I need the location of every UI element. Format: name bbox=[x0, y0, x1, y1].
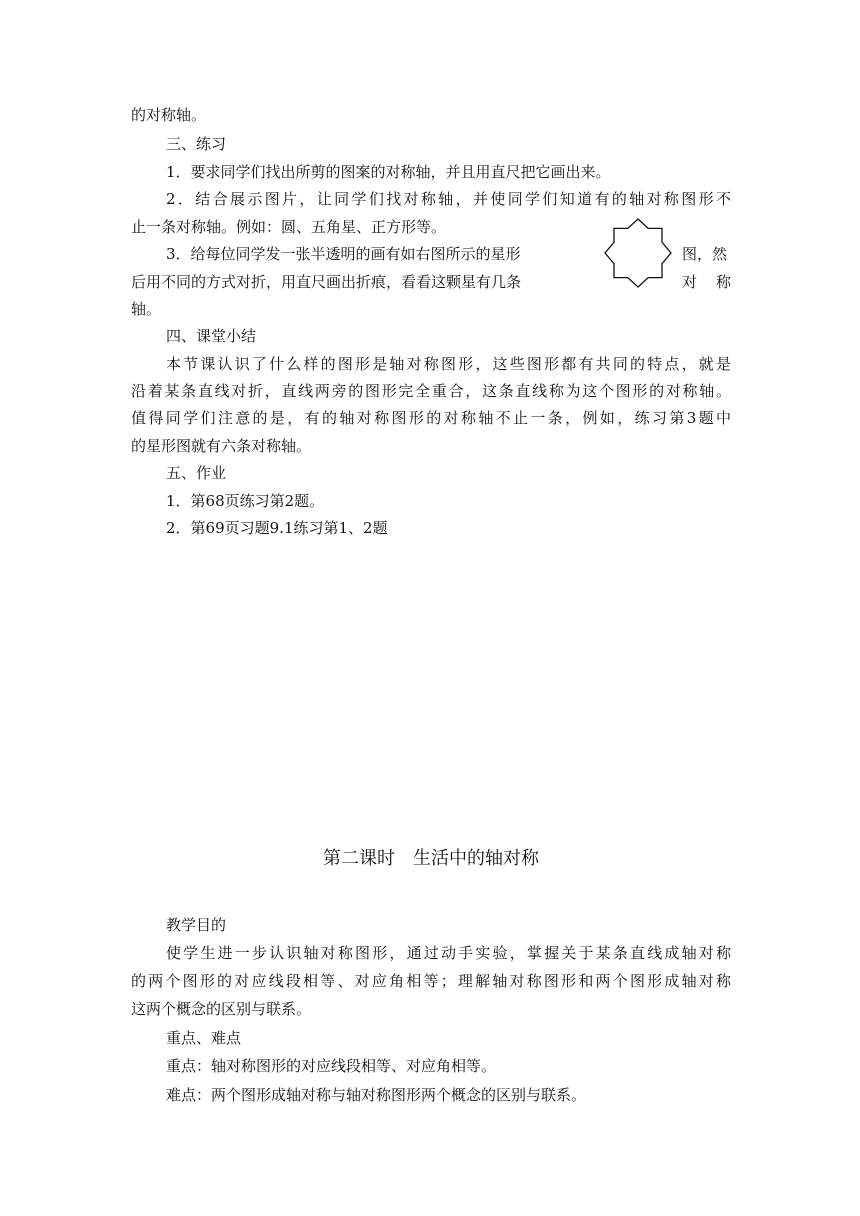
continuation-line: 的对称轴。 bbox=[131, 106, 207, 124]
summary-line-3: 值得同学们注意的是，有的轴对称图形的对称轴不止一条，例如，练习第3题中 bbox=[131, 409, 731, 427]
objective-line-3: 这两个概念的区别与联系。 bbox=[131, 1000, 312, 1018]
practice-heading: 三、练习 bbox=[166, 135, 227, 153]
key-heading: 重点、难点 bbox=[166, 1029, 242, 1047]
practice-item-3-tail: 图，然 bbox=[682, 245, 728, 263]
homework-item-2: 2．第69页习题9.1练习第1、2题 bbox=[166, 519, 388, 537]
practice-item-2: 2．结合展示图片，让同学们找对称轴，并使同学们知道有的轴对称图形不 bbox=[166, 190, 731, 208]
summary-line-2: 沿着某条直线对折，直线两旁的图形完全重合，这条直线称为这个图形的对称轴。 bbox=[131, 382, 731, 400]
summary-line-1: 本节课认识了什么样的图形是轴对称图形，这些图形都有共同的特点，就是 bbox=[166, 355, 731, 373]
homework-item-1: 1．第68页练习第2题。 bbox=[166, 492, 325, 510]
key-point: 重点：轴对称图形的对应线段相等、对应角相等。 bbox=[166, 1057, 497, 1075]
practice-item-3: 3．给每位同学发一张半透明的画有如右图所示的星形 bbox=[166, 245, 521, 263]
practice-item-2-cont: 止一条对称轴。例如：圆、五角星、正方形等。 bbox=[131, 218, 447, 236]
lesson-title: 第二课时 生活中的轴对称 bbox=[323, 848, 539, 869]
practice-item-1: 1．要求同学们找出所剪的图案的对称轴，并且用直尺把它画出来。 bbox=[166, 163, 611, 181]
summary-line-4: 的星形图就有六条对称轴。 bbox=[131, 437, 312, 455]
objective-line-2: 的两个图形的对应线段相等、对应角相等；理解轴对称图形和两个图形成轴对称 bbox=[131, 972, 731, 990]
practice-item-3-cont-tail: 对 称 bbox=[682, 273, 731, 291]
objective-heading: 教学目的 bbox=[166, 916, 227, 934]
objective-line-1: 使学生进一步认识轴对称图形，通过动手实验，掌握关于某条直线成轴对称 bbox=[166, 944, 731, 962]
difficult-point: 难点：两个图形成轴对称与轴对称图形两个概念的区别与联系。 bbox=[166, 1086, 587, 1104]
eight-point-star-icon bbox=[604, 218, 672, 288]
practice-item-3-cont: 后用不同的方式对折，用直尺画出折痕，看看这颗星有几条 bbox=[131, 273, 522, 291]
practice-item-3-end: 轴。 bbox=[131, 300, 162, 318]
summary-heading: 四、课堂小结 bbox=[166, 327, 257, 345]
homework-heading: 五、作业 bbox=[166, 464, 227, 482]
